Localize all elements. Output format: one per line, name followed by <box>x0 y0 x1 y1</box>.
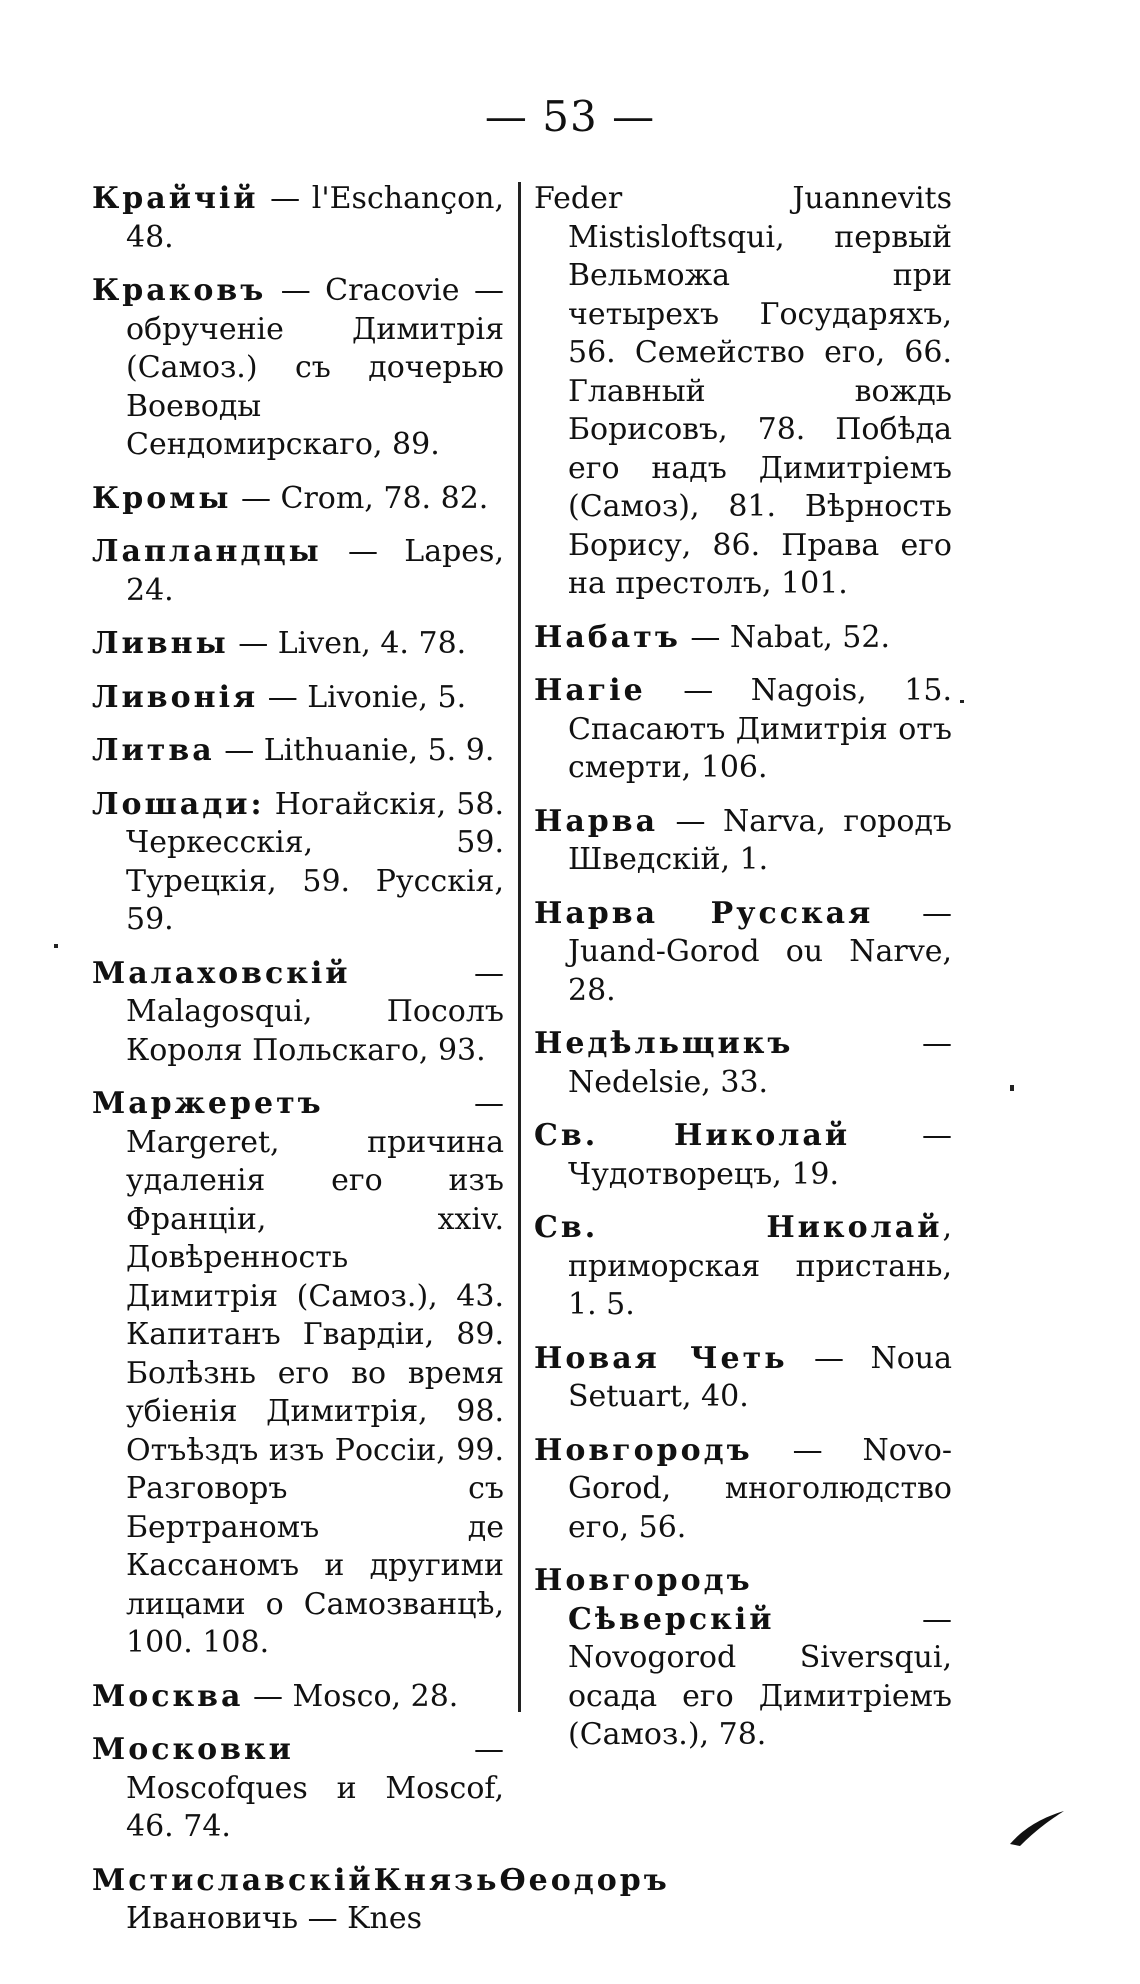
entry-term: Нарва <box>534 803 659 839</box>
entry-term: Ливонія <box>92 679 259 715</box>
index-entry <box>92 180 504 257</box>
index-entry <box>534 895 952 1011</box>
entry-text: — Nedelsie, 33. <box>568 1026 952 1100</box>
entry-term: Новгородъ Сѣверскій <box>534 1563 775 1637</box>
entry-text: — Чудотворецъ, 19. <box>568 1118 952 1192</box>
entry-term: Лапландцы <box>92 534 322 569</box>
entry-term: Нарва Русская <box>534 895 874 931</box>
index-column-right <box>534 180 952 1770</box>
index-entry <box>534 1432 952 1548</box>
index-entry <box>92 1731 504 1847</box>
entry-text: — Liven, 4. 78. <box>228 626 467 661</box>
entry-term: Набатъ <box>534 619 681 655</box>
index-entry <box>534 1025 952 1102</box>
index-entry <box>92 679 504 718</box>
index-entry <box>534 1562 952 1755</box>
column-divider <box>518 182 521 1712</box>
entry-term: Кромы <box>92 480 232 516</box>
index-entry <box>92 1678 504 1717</box>
entry-term: Ливны <box>92 626 229 661</box>
entry-text: — Novo-Gorod, многолюдство его, 56. <box>568 1432 952 1545</box>
index-entry <box>92 786 504 940</box>
entry-term: Маржеретъ <box>92 1086 324 1121</box>
index-entry <box>92 480 504 519</box>
entry-text: — Nagois, 15. Спасаютъ Димитрія отъ смерти, 106. <box>568 673 952 785</box>
ink-speck <box>1010 1085 1014 1091</box>
index-entry <box>92 533 504 610</box>
entry-text: Ногайскія, 58. Черкесскія, 59. Турецкія, 59. Русскія, 59. <box>126 786 504 937</box>
index-entry <box>92 625 504 664</box>
entry-term: Москва <box>92 1678 244 1714</box>
entry-term: Новая Четь <box>534 1340 788 1376</box>
entry-text: — Moscofques и Moscof, 46. 74. <box>126 1732 504 1844</box>
entry-text: — Crom, 78. 82. <box>231 480 489 516</box>
entry-term: МстиславскійКнязьѲеодоръ <box>92 1862 670 1898</box>
index-entry <box>534 1117 952 1194</box>
index-entry <box>534 1340 952 1417</box>
entry-text: — Livonie, 5. <box>258 679 467 715</box>
page-number: — 53 — <box>484 92 656 141</box>
entry-text: — Noua Setuart, 40. <box>568 1340 952 1414</box>
entry-text: — Mosco, 28. <box>243 1678 459 1714</box>
index-entry <box>92 955 504 1071</box>
index-entry <box>534 803 952 880</box>
entry-text: Ивановичь — Knes <box>126 1901 423 1936</box>
entry-text: — Novogorod Siversqui, осада его Димитріемъ (Самоз.), 78. <box>568 1601 952 1752</box>
index-entry-continuation <box>534 180 952 604</box>
entry-term: Новгородъ <box>534 1432 753 1468</box>
entry-text: — Margeret, причина удаленія его изъ Франціи, xxiv. Довѣренность Димитрія (Самоз.), 43. Капитанъ Гвардіи, 89. Болѣзнь его во время убіенія Димитрія, 98. Отъѣздъ изъ Россіи, 99. Разговоръ съ Бертраномъ де Кассаномъ и другими лицами о Самозванцѣ, 100. 108. <box>126 1086 504 1660</box>
entry-term: Малаховскій <box>92 955 351 991</box>
entry-text: — Lapes, 24. <box>126 534 504 608</box>
entry-term: Св. Николай <box>534 1118 851 1153</box>
entry-text: — l'Eschançon, 48. <box>126 181 504 255</box>
index-entry <box>534 1209 952 1325</box>
index-entry <box>92 1085 504 1663</box>
entry-term: Лошади: <box>92 786 265 822</box>
entry-term: Нагіе <box>534 673 646 708</box>
ink-speck <box>54 944 58 948</box>
entry-text: , приморская пристань, 1. 5. <box>568 1210 952 1322</box>
entry-text: — Narva, городъ Шведскій, 1. <box>568 803 952 877</box>
ink-speck <box>960 700 964 703</box>
entry-text: — Juand-Gorod ou Narve, 28. <box>568 895 952 1008</box>
entry-text: Feder Juannevits Mistisloftsqui, первый Вельможа при четырехъ Государяхъ, 56. Семейство его, 66. Главный вождь Борисовъ, 78. Побѣда его надъ Димитріемъ (Самоз), 81. Вѣрность Борису, 86. Права его на престолъ, 101. <box>534 181 952 601</box>
entry-term: Литва <box>92 733 215 768</box>
index-entry <box>92 272 504 465</box>
index-entry <box>534 672 952 788</box>
entry-term: Св. Николай <box>534 1210 943 1245</box>
ink-smudge-mark <box>1006 1808 1068 1848</box>
index-entry <box>92 1862 670 1939</box>
entry-term: Крайчій <box>92 181 259 216</box>
entry-text: — Lithuanie, 5. 9. <box>214 733 495 768</box>
entry-term: Московки <box>92 1732 294 1767</box>
entry-text: — Malagosqui, Посолъ Короля Польскаго, 93. <box>126 955 504 1068</box>
entry-term: Недѣльщикъ <box>534 1026 794 1061</box>
entry-text: — Nabat, 52. <box>680 619 890 655</box>
entry-text: — Cracovie — обрученіе Димитрія (Самоз.) съ дочерью Воеводы Сендомирскаго, 89. <box>126 273 504 462</box>
index-entry <box>92 732 504 771</box>
index-entry <box>534 619 952 658</box>
entry-term: Краковъ <box>92 273 267 308</box>
